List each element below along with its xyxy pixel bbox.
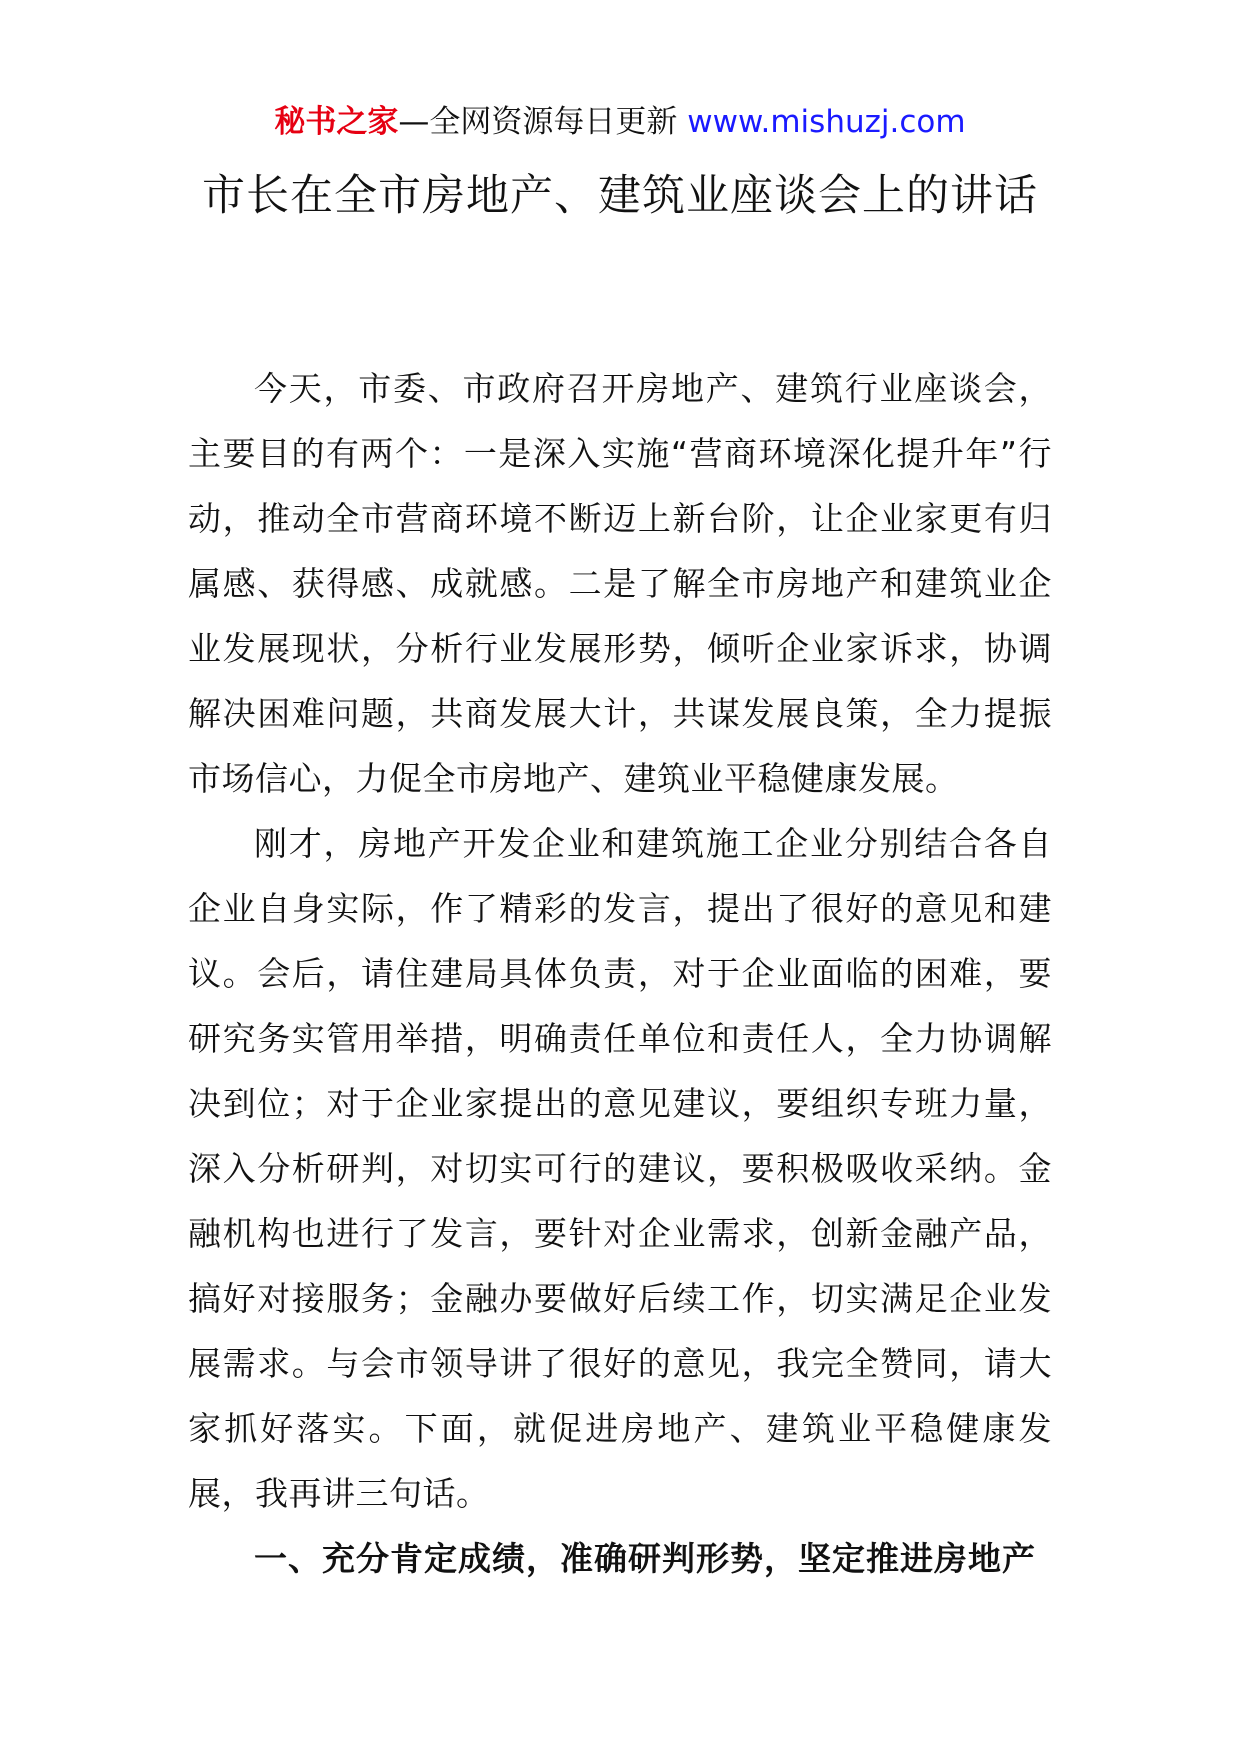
header-tagline: —全网资源每日更新	[398, 104, 678, 140]
body-paragraph-1: 今天，市委、市政府召开房地产、建筑行业座谈会，主要目的有两个：一是深入实施“营商环境深化提升年”行动，推动全市营商环境不断迈上新台阶，让企业家更有归属感、获得感、成就感。二是了解全市房地产和建筑业企业发展现状，分析行业发展形势，倾听企业家诉求，协调解决困难问题，共商发展大计，共谋发展良策，全力提振市场信心，力促全市房地产、建筑业平稳健康发展。	[188, 369, 1052, 798]
document-title: 市长在全市房地产、建筑业座谈会上的讲话	[202, 171, 1038, 221]
document-body	[188, 356, 1052, 1591]
site-url-link[interactable]: www.mishuzj.com	[687, 104, 966, 140]
brand-name: 秘书之家	[274, 104, 399, 140]
body-paragraph-2: 刚才，房地产开发企业和建筑施工企业分别结合各自企业自身实际，作了精彩的发言，提出了很好的意见和建议。会后，请住建局具体负责，对于企业面临的困难，要研究务实管用举措，明确责任单位和责任人，全力协调解决到位；对于企业家提出的意见建议，要组织专班力量，深入分析研判，对切实可行的建议，要积极吸收采纳。金融机构也进行了发言，要针对企业需求，创新金融产品，搞好对接服务；金融办要做好后续工作，切实满足企业发展需求。与会市领导讲了很好的意见，我完全赞同，请大家抓好落实。下面，就促进房地产、建筑业平稳健康发展，我再讲三句话。	[188, 824, 1052, 1513]
header-banner	[0, 100, 1240, 144]
section-heading-1: 一、充分肯定成绩，准确研判形势，坚定推进房地产	[254, 1539, 1036, 1578]
